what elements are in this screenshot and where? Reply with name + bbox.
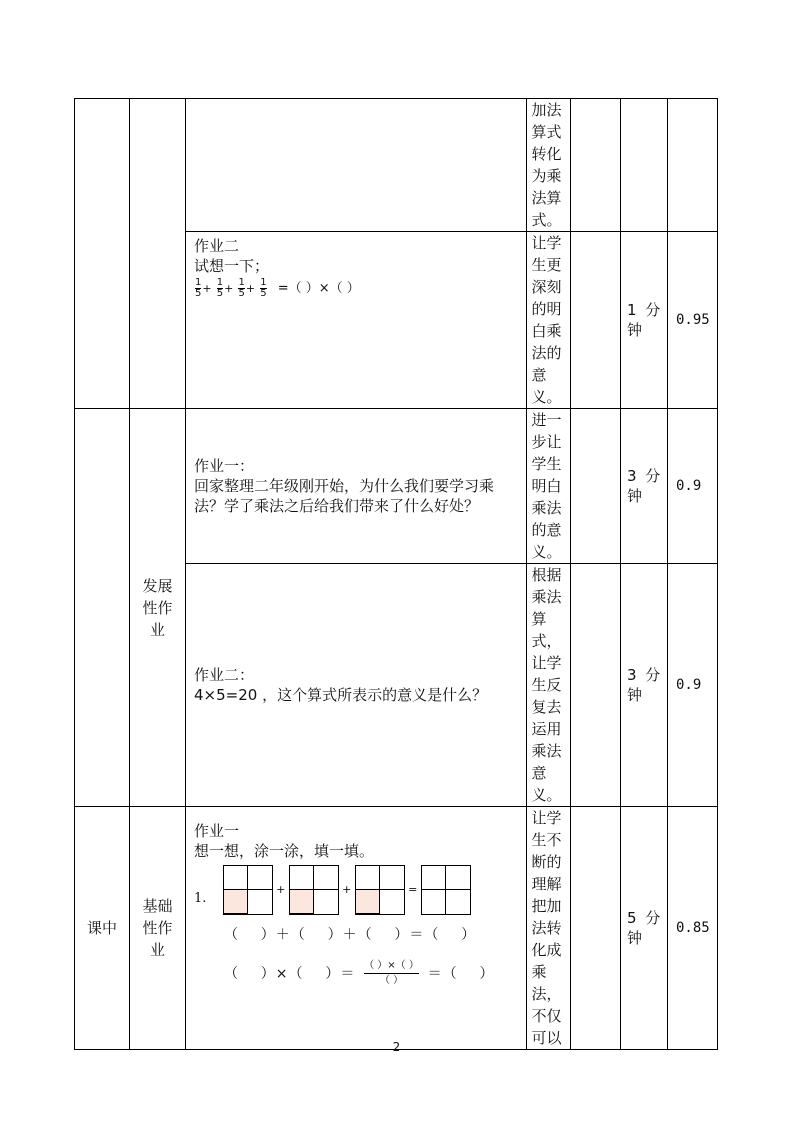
task-line: 回家整理二年级刚开始，为什么我们要学习乘法？学了乘法之后给我们带来了什么好处？ <box>194 477 495 515</box>
homework-type-developmental: 发展性作业 <box>130 409 186 807</box>
fraction: $\frac{1}{5}$ <box>260 277 267 299</box>
multiplication-blanks: （ ）×（ ）＝ （ ）×（ ） （ ） ＝（ ） <box>224 960 495 986</box>
purpose-text: 让学生更深刻的明白乘法的意义。 <box>531 234 562 406</box>
stage-cell-empty <box>75 409 130 807</box>
task-title: 作业一： <box>194 457 255 475</box>
fraction: $\frac{1}{5}$ <box>216 277 224 299</box>
plus-sign: + <box>342 883 352 896</box>
purpose-text: 让学生不断的理解把加法转化成乘法，不仅可以 <box>531 809 562 1047</box>
page-number: 2 <box>392 1040 401 1054</box>
time-cell: 5 分钟 <box>621 807 668 1050</box>
fraction-grid <box>223 865 273 915</box>
fraction: $\frac{1}{5}$ <box>238 277 245 299</box>
score-cell: 0.9 <box>668 409 718 564</box>
task-line: 4×5=20 ，这个算式所表示的意义是什么？ <box>194 686 488 704</box>
blank-cell <box>571 807 621 1050</box>
addition-blanks: （ ）＋（ ）＋（ ）＝（ ） <box>224 927 477 943</box>
time-cell: 3 分钟 <box>621 409 668 564</box>
task-line: 想一想，涂一涂，填一填。 <box>194 842 375 860</box>
plus-sign: + <box>276 883 286 896</box>
purpose-text: 进一步让学生明白乘法的意义。 <box>531 411 562 561</box>
time-cell: 1 分钟 <box>621 232 668 409</box>
time-cell: 3 分钟 <box>621 564 668 807</box>
task-title: 作业一 <box>194 822 240 840</box>
time-cell <box>621 99 668 232</box>
purpose-cell <box>527 409 571 564</box>
blank-cell <box>571 99 621 232</box>
task-cell <box>186 99 527 232</box>
fraction-grid <box>289 865 339 915</box>
purpose-cell <box>527 807 571 1050</box>
task-cell <box>186 807 527 1050</box>
type-cell-empty <box>130 99 186 409</box>
score-cell: 0.9 <box>668 564 718 807</box>
score-cell <box>668 99 718 232</box>
grid-exercise: 1. + + = <box>194 865 522 915</box>
blank-cell <box>571 564 621 807</box>
task-title: 作业二 <box>194 237 240 255</box>
homework-plan-table <box>74 98 718 1050</box>
blank-cell <box>571 232 621 409</box>
table-row <box>75 807 718 1050</box>
task-title: 作业二： <box>194 666 255 684</box>
fraction-grid <box>421 865 471 915</box>
purpose-text: 根据乘法算式，让学生反复去运用乘法意义。 <box>531 566 562 804</box>
homework-type-basic: 基础性作业 <box>130 807 186 1050</box>
task-line: 试想一下； <box>194 257 270 275</box>
table-row <box>75 409 718 564</box>
blank-cell <box>571 409 621 564</box>
score-cell: 0.95 <box>668 232 718 409</box>
stage-in-class: 课中 <box>75 807 130 1050</box>
table-row <box>75 99 718 232</box>
stage-cell-empty <box>75 99 130 409</box>
purpose-cell <box>527 232 571 409</box>
purpose-text: 加法算式转化为乘法算式。 <box>531 101 562 229</box>
task-cell <box>186 564 527 807</box>
fraction: $\frac{1}{5}$ <box>195 277 202 299</box>
purpose-cell <box>527 564 571 807</box>
fraction-expression: $\frac{1}{5}$ + $\frac{1}{5}$ + $\frac{1}{5}$ + $\frac{1}{5}$ =（ ）×（ ） <box>195 277 360 299</box>
purpose-cell <box>527 99 571 232</box>
equals-sign: = <box>408 883 418 896</box>
fraction-grid <box>355 865 405 915</box>
task-cell <box>186 232 527 409</box>
task-cell <box>186 409 527 564</box>
score-cell: 0.85 <box>668 807 718 1050</box>
